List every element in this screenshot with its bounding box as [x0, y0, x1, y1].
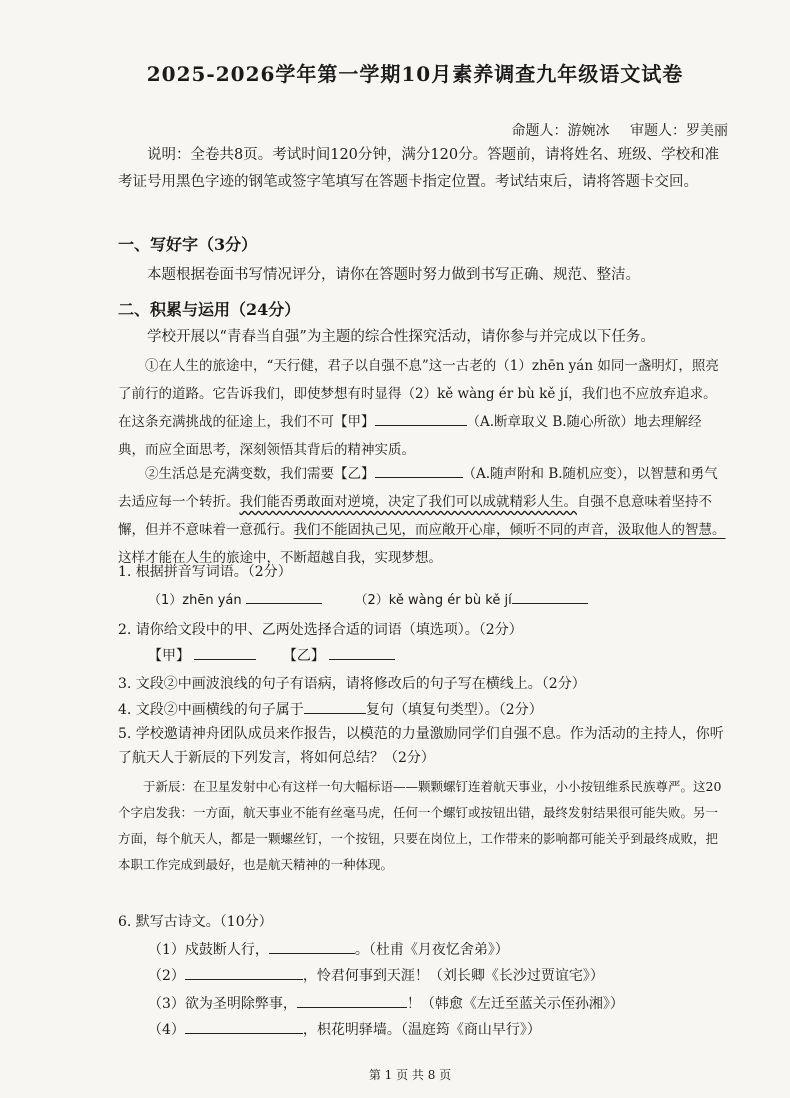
authors-line — [496, 120, 728, 140]
blank-yi — [375, 462, 463, 478]
poem-4-text-b: ，枳花明驿墙。（温庭筠《商山早行》） — [302, 1022, 541, 1038]
poem-line-2 — [148, 964, 604, 988]
question-2-parts — [148, 644, 395, 668]
poem-line-4 — [148, 1018, 541, 1042]
reviewer-label: 审题人：罗美丽 — [630, 123, 728, 139]
poem-3-text-a: （3）欲为圣明除弊事， — [148, 996, 297, 1012]
poem-line-3 — [148, 992, 624, 1016]
q1-part-1: （1）zhēn yán — [148, 593, 242, 608]
passage-2-text-b: （A.随声附和 B.随机应变），以智慧和勇气去适应每一个转折。 — [118, 466, 718, 510]
poem-3-blank — [297, 992, 407, 1008]
question-6: 6. 默写古诗文。（10分） — [118, 914, 273, 930]
passage-2-text-d: 这样才能在人生的旅途中，不断超越自我，实现梦想。 — [118, 550, 442, 566]
poem-1-text-b: 。（杜甫《月夜忆舍弟》） — [354, 942, 509, 958]
passage-2-text-c: 自强不息意味着坚持不懈，但并不意味着一意孤行。 — [118, 494, 712, 538]
passage-1-text-b: （A.断章取义 B.随心所欲）地去理解经典，而应全面思考，深刻领悟其背后的精神实质。 — [118, 414, 702, 458]
poem-1-text-a: （1）戍鼓断人行， — [148, 942, 269, 958]
q4-text-b: 复句（填复句类型）。（2分） — [365, 702, 543, 718]
section-1-text: 本题根据卷面书写情况评分，请你在答题时努力做到书写正确、规范、整洁。 — [147, 267, 640, 283]
poem-4-text-a: （4） — [148, 1022, 185, 1038]
question-1: 1. 根据拼音写词语。（2分） — [118, 564, 292, 580]
passage-1-text-a: ①在人生的旅途中，“天行健，君子以自强不息”这一古老的（1）zhēn yán 如同一盏明灯，照亮了前行的道路。它告诉我们，即使梦想有时显得（2）kě wàng ér bù kě jí，我们也不应放弃追求。在这条充满挑战的征途上，我们不可【甲】 — [118, 358, 719, 430]
poem-1-blank — [269, 938, 355, 954]
question-2: 2. 请你给文段中的甲、乙两处选择合适的词语（填选项）。（2分） — [118, 622, 523, 638]
passage-paragraph-1 — [118, 352, 728, 464]
passage-paragraph-2 — [118, 460, 728, 572]
poem-4-blank — [185, 1018, 303, 1034]
poem-3-text-b: ！（韩愈《左迁至蓝关示侄孙湘》） — [406, 996, 624, 1012]
q1-blank-2 — [512, 588, 588, 604]
q4-blank — [304, 698, 366, 714]
section-2-heading: 二、积累与运用（24分） — [118, 300, 301, 319]
speech-passage: 于新辰：在卫星发射中心有这样一句大幅标语——颗颗螺钉连着航天事业，小小按钮维系民族尊严。这20个字启发我：一方面，航天事业不能有丝毫马虎，任何一个螺钉或按钮出错，最终发射结果很可能失败。另一方面，每个航天人，都是一颗螺丝钉，一个按钮，只要在岗位上，工作带来的影响都可能关乎到最终成败，把本职工作完成到最好，也是航天精神的一种体现。 — [118, 779, 722, 872]
poem-2-text-b: ，怜君何事到天涯！（刘长卿《长沙过贾谊宅》） — [302, 968, 604, 984]
page-number: 第 1 页 共 8 页 — [368, 1068, 452, 1082]
section-1-heading: 一、写好字（3分） — [118, 235, 258, 254]
blank-jia — [375, 410, 467, 426]
question-4 — [118, 698, 728, 722]
straight-underlined-sentence: 我们不能固执己见，而应敞开心扉，倾听不同的声音，汲取他人的智慧。 — [293, 522, 726, 538]
setter-label: 命题人：游婉冰 — [511, 123, 610, 139]
section-2-intro: 学校开展以“青春当自强”为主题的综合性探究活动，请你参与并完成以下任务。 — [147, 329, 655, 345]
q1-blank-1 — [246, 588, 322, 604]
q4-text-a: 4. 文段②中画横线的句子属于 — [118, 702, 304, 718]
q2-label-jia: 【甲】 — [148, 648, 190, 664]
q2-blank-jia — [194, 644, 256, 660]
poem-2-blank — [185, 964, 303, 980]
poem-2-text-a: （2） — [148, 968, 185, 984]
instructions: 说明：全卷共8页。考试时间120分钟，满分120分。答题前，请将姓名、班级、学校和准考证号用黑色字迹的钢笔或签字笔填写在答题卡指定位置。考试结束后，请将答题卡交回。 — [118, 147, 720, 190]
question-1-parts — [148, 588, 588, 613]
q2-label-yi: 【乙】 — [282, 648, 325, 664]
question-3: 3. 文段②中画波浪线的句子有语病，请将修改后的句子写在横线上。（2分） — [118, 676, 586, 692]
q2-blank-yi — [329, 644, 395, 660]
page-title: 2025-2026学年第一学期10月素养调查九年级语文试卷 — [146, 62, 684, 86]
wavy-underlined-sentence: 我们能否勇敢面对逆境，决定了我们可以成就精彩人生。 — [239, 494, 577, 510]
poem-line-1 — [148, 938, 509, 962]
q1-part-2: （2）kě wàng ér bù kě jí — [354, 593, 512, 608]
question-5: 5. 学校邀请神舟团队成员来作报告，以模范的力量激励同学们自强不息。作为活动的主持人，你听了航天人于新辰的下列发言，将如何总结？（2分） — [118, 726, 724, 766]
passage-2-text-a: ②生活总是充满变数，我们需要【乙】 — [145, 466, 375, 482]
